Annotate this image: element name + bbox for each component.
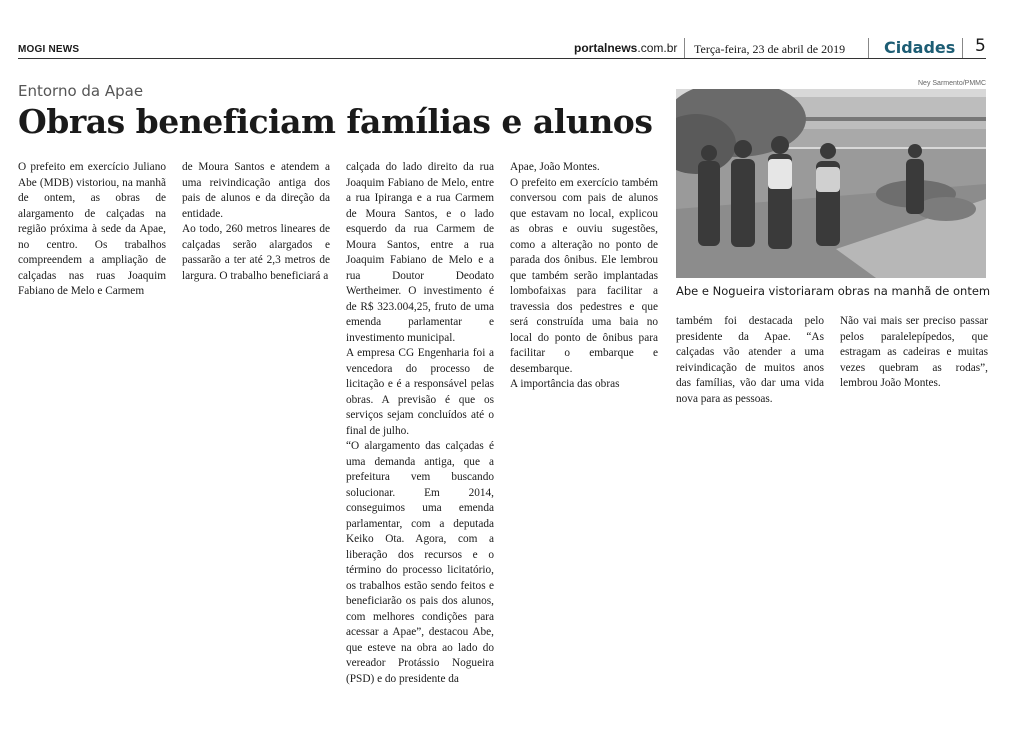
header-divider xyxy=(962,38,963,58)
article-column-1: O prefeito em exercício Juliano Abe (MDB) vistoriou, na manhã de ontem, as obras de alargamento de calçadas na região próxima à sede da Apae, no centro. Os trabalhos compreendem a ampliação de calçadas nas ruas Joaquim Fabiano de Melo e Carmem xyxy=(18,161,166,297)
article-column-5: também foi destacada pelo presidente da Apae. “As calçadas vão atender a uma reivindicação de muitos anos das famílias, vão dar uma vida nova para as pessoas. xyxy=(676,315,824,405)
site-url xyxy=(574,41,677,55)
site-url-rest: .com.br xyxy=(637,41,678,55)
header-rule xyxy=(18,58,986,59)
header-divider xyxy=(684,38,685,58)
article-headline: Obras beneficiam famílias e alunos xyxy=(18,102,653,141)
article-column-6: Não vai mais ser preciso passar pelos paralelepípedos, que estragam as cadeiras e muitas vezes quebram as rodas”, lembrou João Montes. xyxy=(840,315,988,389)
section-name: Cidades xyxy=(884,38,956,57)
article-column-4: Apae, João Montes. O prefeito em exercício também conversou com pais de alunos que estavam no local, explicou as obras e ouviu sugestões, como a alteração no ponto de parada dos ônibus. Ele lembrou que também serão implantadas lombofaixas para facilitar a travessia dos pedestres e que será construída uma baia no local do ponto de ônibus para facilitar o embarque e desembarque. A importância das obras xyxy=(510,161,658,390)
article-photo xyxy=(676,89,986,278)
edition-date: Terça-feira, 23 de abril de 2019 xyxy=(694,42,846,56)
article-column-2: de Moura Santos e atendem a uma reivindicação antiga dos pais de alunos e da direção da entidade. Ao todo, 260 metros lineares de calçadas serão alargados e passarão a ter até 2,3 metros de largura. O trabalho beneficiará a xyxy=(182,161,330,282)
site-url-bold: portalnews xyxy=(574,41,638,55)
article-column-3: calçada do lado direito da rua Joaquim Fabiano de Melo, entre a rua Ipiranga e a rua Carmem de Moura Santos, e o lado esquerdo da rua Carmem de Moura Santos, entre a rua Joaquim Fabiano de Melo e a rua Doutor Deodato Wertheimer. O investimento é de R$ 323.004,25, fruto de uma emenda parlamentar e investimento municipal. A empresa CG Engenharia foi a vencedora do processo de licitação e é a responsável pelas obras. A previsão é que os serviços sejam concluídos até o final de julho. “O alargamento das calçadas é uma demanda antiga, que a prefeitura vem buscando solucionar. Em 2014, conseguimos uma emenda parlamentar, com a deputada Keiko Ota. Agora, com a liberação dos recursos e o término do processo licitatório, os trabalhos estão sendo feitos e beneficiarão os pais dos alunos, com melhores condições para acessar a Apae”, destacou Abe, que esteve na obra ao lado do vereador Protássio Nogueira (PSD) e do presidente da xyxy=(346,161,494,685)
article-kicker: Entorno da Apae xyxy=(18,82,144,100)
photo-caption: Abe e Nogueira vistoriaram obras na manhã de ontem xyxy=(676,284,991,298)
page-number: 5 xyxy=(975,36,986,56)
photo-credit: Ney Sarmento/PMMC xyxy=(918,80,987,87)
photo-illustration xyxy=(676,89,986,278)
newspaper-name: MOGI NEWS xyxy=(18,44,80,55)
header-divider xyxy=(868,38,869,58)
